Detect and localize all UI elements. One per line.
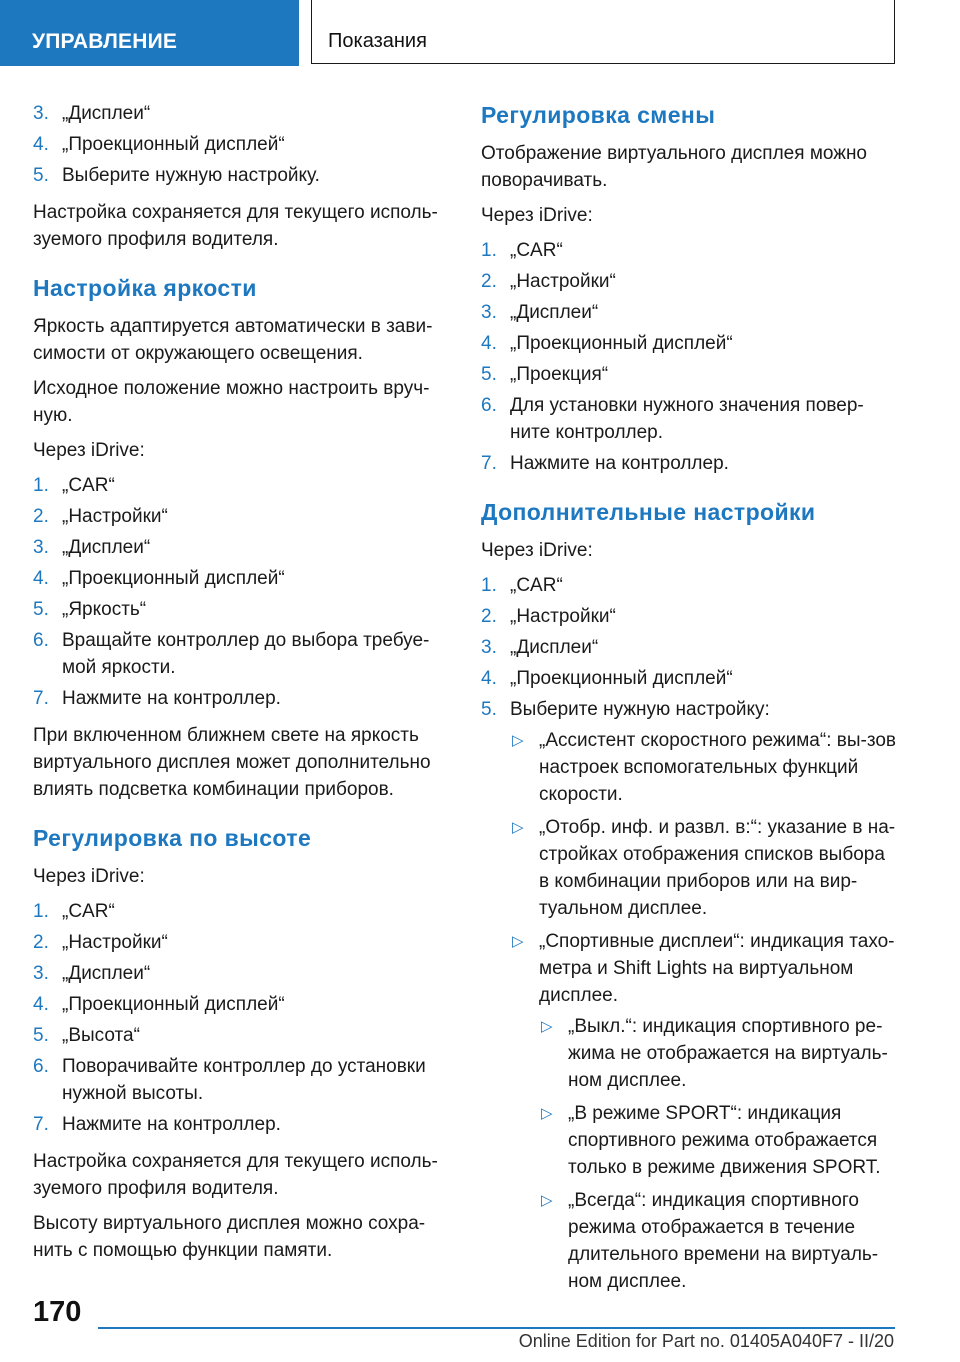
step-text: Выберите нужную настройку. — [62, 165, 320, 186]
list-item — [33, 929, 451, 956]
brightness-note: При включенном ближнем свете на яркость виртуального дисплея может дополнительно влиять подсветка комбинации приборов. — [33, 725, 431, 800]
height-via: Через iDrive: — [33, 866, 145, 887]
list-item — [481, 268, 899, 295]
additional-steps-list — [481, 572, 899, 1295]
list-item — [481, 634, 899, 661]
triangle-bullet-icon: ▷ — [541, 1105, 553, 1122]
step-text: „CAR“ — [62, 475, 115, 496]
step-text: „CAR“ — [510, 575, 563, 596]
list-item — [33, 991, 451, 1018]
section-tab: УПРАВЛЕНИЕ — [0, 0, 299, 66]
bullet-item — [510, 814, 899, 922]
triangle-bullet-icon: ▷ — [512, 819, 524, 836]
list-item — [33, 565, 451, 592]
step-text: „Проекционный дисплей“ — [510, 333, 733, 354]
list-item — [33, 1053, 451, 1107]
footer-edition: Online Edition for Part no. 01405A040F7 - II/20 — [518, 1331, 894, 1351]
step-text: „Проекционный дисплей“ — [62, 134, 285, 155]
triangle-bullet-icon: ▷ — [512, 933, 524, 950]
right-column — [481, 100, 899, 1305]
step-text: „Проекционный дисплей“ — [62, 994, 285, 1015]
height-steps-list — [33, 898, 451, 1138]
step-text: „Яркость“ — [62, 599, 147, 620]
sub-bullet-item — [539, 1187, 899, 1295]
settings-bullet-list — [510, 727, 899, 1295]
step-number: 4. — [33, 568, 49, 589]
sub-bullet-item — [539, 1013, 899, 1094]
height-note-1: Настройка сохраняется для текущего исполь‐зуемого профиля водителя. — [33, 1151, 438, 1199]
step-number: 2. — [33, 932, 49, 953]
page-title: Показания — [311, 0, 895, 64]
step-number: 5. — [33, 599, 49, 620]
list-item — [33, 627, 451, 681]
step-number: 3. — [481, 637, 497, 658]
list-item — [33, 534, 451, 561]
list-item — [33, 472, 451, 499]
sub-bullet-item — [539, 1100, 899, 1181]
additional-heading: Дополнительные настройки — [481, 499, 816, 525]
step-number: 4. — [481, 668, 497, 689]
list-item — [33, 1111, 451, 1138]
list-item — [481, 361, 899, 388]
rotation-paragraph: Отображение виртуального дисплея можно поворачивать. — [481, 143, 868, 191]
bullet-item — [510, 727, 899, 808]
step-number: 7. — [481, 453, 497, 474]
step-number: 1. — [33, 475, 49, 496]
step-number: 3. — [33, 537, 49, 558]
additional-via: Через iDrive: — [481, 540, 593, 561]
step-number: 5. — [33, 165, 49, 186]
brightness-paragraph-1: Яркость адаптируется автоматически в зави‐симости от окружающего освещения. — [33, 316, 433, 364]
top-note: Настройка сохраняется для текущего исполь‐зуемого профиля водителя. — [33, 202, 438, 250]
step-number: 1. — [481, 575, 497, 596]
height-note-2: Высоту виртуального дисплея можно сохра‐нить с помощью функции памяти. — [33, 1213, 426, 1261]
step-number: 4. — [33, 134, 49, 155]
step-text: „CAR“ — [510, 240, 563, 261]
step-text: Нажмите на контроллер. — [62, 688, 281, 709]
sub-bullet-text: „В режиме SPORT“: индикация спортивного режима отображается только в режиме движения SPORT. — [568, 1103, 881, 1178]
step-text: Нажмите на контроллер. — [62, 1114, 281, 1135]
triangle-bullet-icon: ▷ — [512, 732, 524, 749]
brightness-via: Через iDrive: — [33, 440, 145, 461]
triangle-bullet-icon: ▷ — [541, 1192, 553, 1209]
step-text: „Проекционный дисплей“ — [62, 568, 285, 589]
list-item — [33, 131, 451, 158]
step-text: „Проекционный дисплей“ — [510, 668, 733, 689]
step-number: 5. — [33, 1025, 49, 1046]
step-text: „Дисплеи“ — [62, 537, 151, 558]
step-text: Для установки нужного значения повер‐ните контроллер. — [510, 395, 864, 443]
step-text: Поворачивайте контроллер до установки нужной высоты. — [62, 1056, 426, 1104]
step-text: „Дисплеи“ — [62, 103, 151, 124]
step-number: 6. — [33, 1056, 49, 1077]
list-item — [481, 237, 899, 264]
step-number: 3. — [33, 103, 49, 124]
step-text: „Дисплеи“ — [510, 637, 599, 658]
page-number: 170 — [33, 1296, 82, 1328]
step-number: 5. — [481, 699, 497, 720]
list-item — [33, 960, 451, 987]
step-text: Нажмите на контроллер. — [510, 453, 729, 474]
bullet-text: „Ассистент скоростного режима“: вы‐зов настроек вспомогательных функций скорости. — [539, 730, 896, 805]
step-text: „Дисплеи“ — [62, 963, 151, 984]
list-item — [481, 603, 899, 630]
rotation-steps-list — [481, 237, 899, 477]
step-text: Выберите нужную настройку: — [510, 699, 770, 720]
footer-divider — [98, 1327, 895, 1329]
sub-bullet-list — [539, 1013, 899, 1295]
sub-bullet-text: „Всегда“: индикация спортивного режима отображается в течение длительного времени на виртуаль‐ном дисплее. — [568, 1190, 879, 1292]
step-number: 5. — [481, 364, 497, 385]
brightness-steps-list — [33, 472, 451, 712]
step-number: 6. — [33, 630, 49, 651]
step-text: Вращайте контроллер до выбора требуе‐мой яркости. — [62, 630, 430, 678]
step-number: 1. — [33, 901, 49, 922]
rotation-via: Через iDrive: — [481, 205, 593, 226]
step-number: 7. — [33, 688, 49, 709]
brightness-paragraph-2: Исходное положение можно настроить вруч‐ную. — [33, 378, 430, 426]
step-text: „Настройки“ — [62, 506, 168, 527]
step-text: „Проекция“ — [510, 364, 609, 385]
step-text: „Настройки“ — [62, 932, 168, 953]
list-item — [33, 162, 451, 189]
step-number: 4. — [481, 333, 497, 354]
step-text: „Дисплеи“ — [510, 302, 599, 323]
list-item — [481, 696, 899, 1295]
step-number: 2. — [33, 506, 49, 527]
list-item — [33, 596, 451, 623]
list-item — [481, 665, 899, 692]
step-number: 2. — [481, 606, 497, 627]
step-number: 2. — [481, 271, 497, 292]
height-heading: Регулировка по высоте — [33, 825, 312, 851]
list-item — [33, 503, 451, 530]
step-number: 3. — [33, 963, 49, 984]
sub-bullet-text: „Выкл.“: индикация спортивного ре‐жима не отображается на виртуаль‐ном дисплее. — [568, 1016, 888, 1091]
step-text: „Высота“ — [62, 1025, 140, 1046]
bullet-text: „Отобр. инф. и развл. в:“: указание в на‐стройках отображения списков выбора в комбинации приборов или на вир‐туальном дисплее. — [539, 817, 896, 919]
step-text: „CAR“ — [62, 901, 115, 922]
step-number: 4. — [33, 994, 49, 1015]
list-item — [33, 1022, 451, 1049]
step-number: 6. — [481, 395, 497, 416]
triangle-bullet-icon: ▷ — [541, 1018, 553, 1035]
bullet-item — [510, 928, 899, 1295]
list-item — [33, 685, 451, 712]
step-text: „Настройки“ — [510, 271, 616, 292]
step-number: 7. — [33, 1114, 49, 1135]
top-steps-list — [33, 100, 451, 189]
list-item — [33, 898, 451, 925]
list-item — [33, 100, 451, 127]
step-number: 3. — [481, 302, 497, 323]
list-item — [481, 572, 899, 599]
left-column — [33, 100, 451, 1272]
step-text: „Настройки“ — [510, 606, 616, 627]
list-item — [481, 330, 899, 357]
step-number: 1. — [481, 240, 497, 261]
list-item — [481, 392, 899, 446]
brightness-heading: Настройка яркости — [33, 275, 257, 301]
bullet-text: „Спортивные дисплеи“: индикация тахо‐метра и Shift Lights на виртуальном дисплее. — [539, 931, 895, 1006]
list-item — [481, 450, 899, 477]
list-item — [481, 299, 899, 326]
rotation-heading: Регулировка смены — [481, 102, 716, 128]
